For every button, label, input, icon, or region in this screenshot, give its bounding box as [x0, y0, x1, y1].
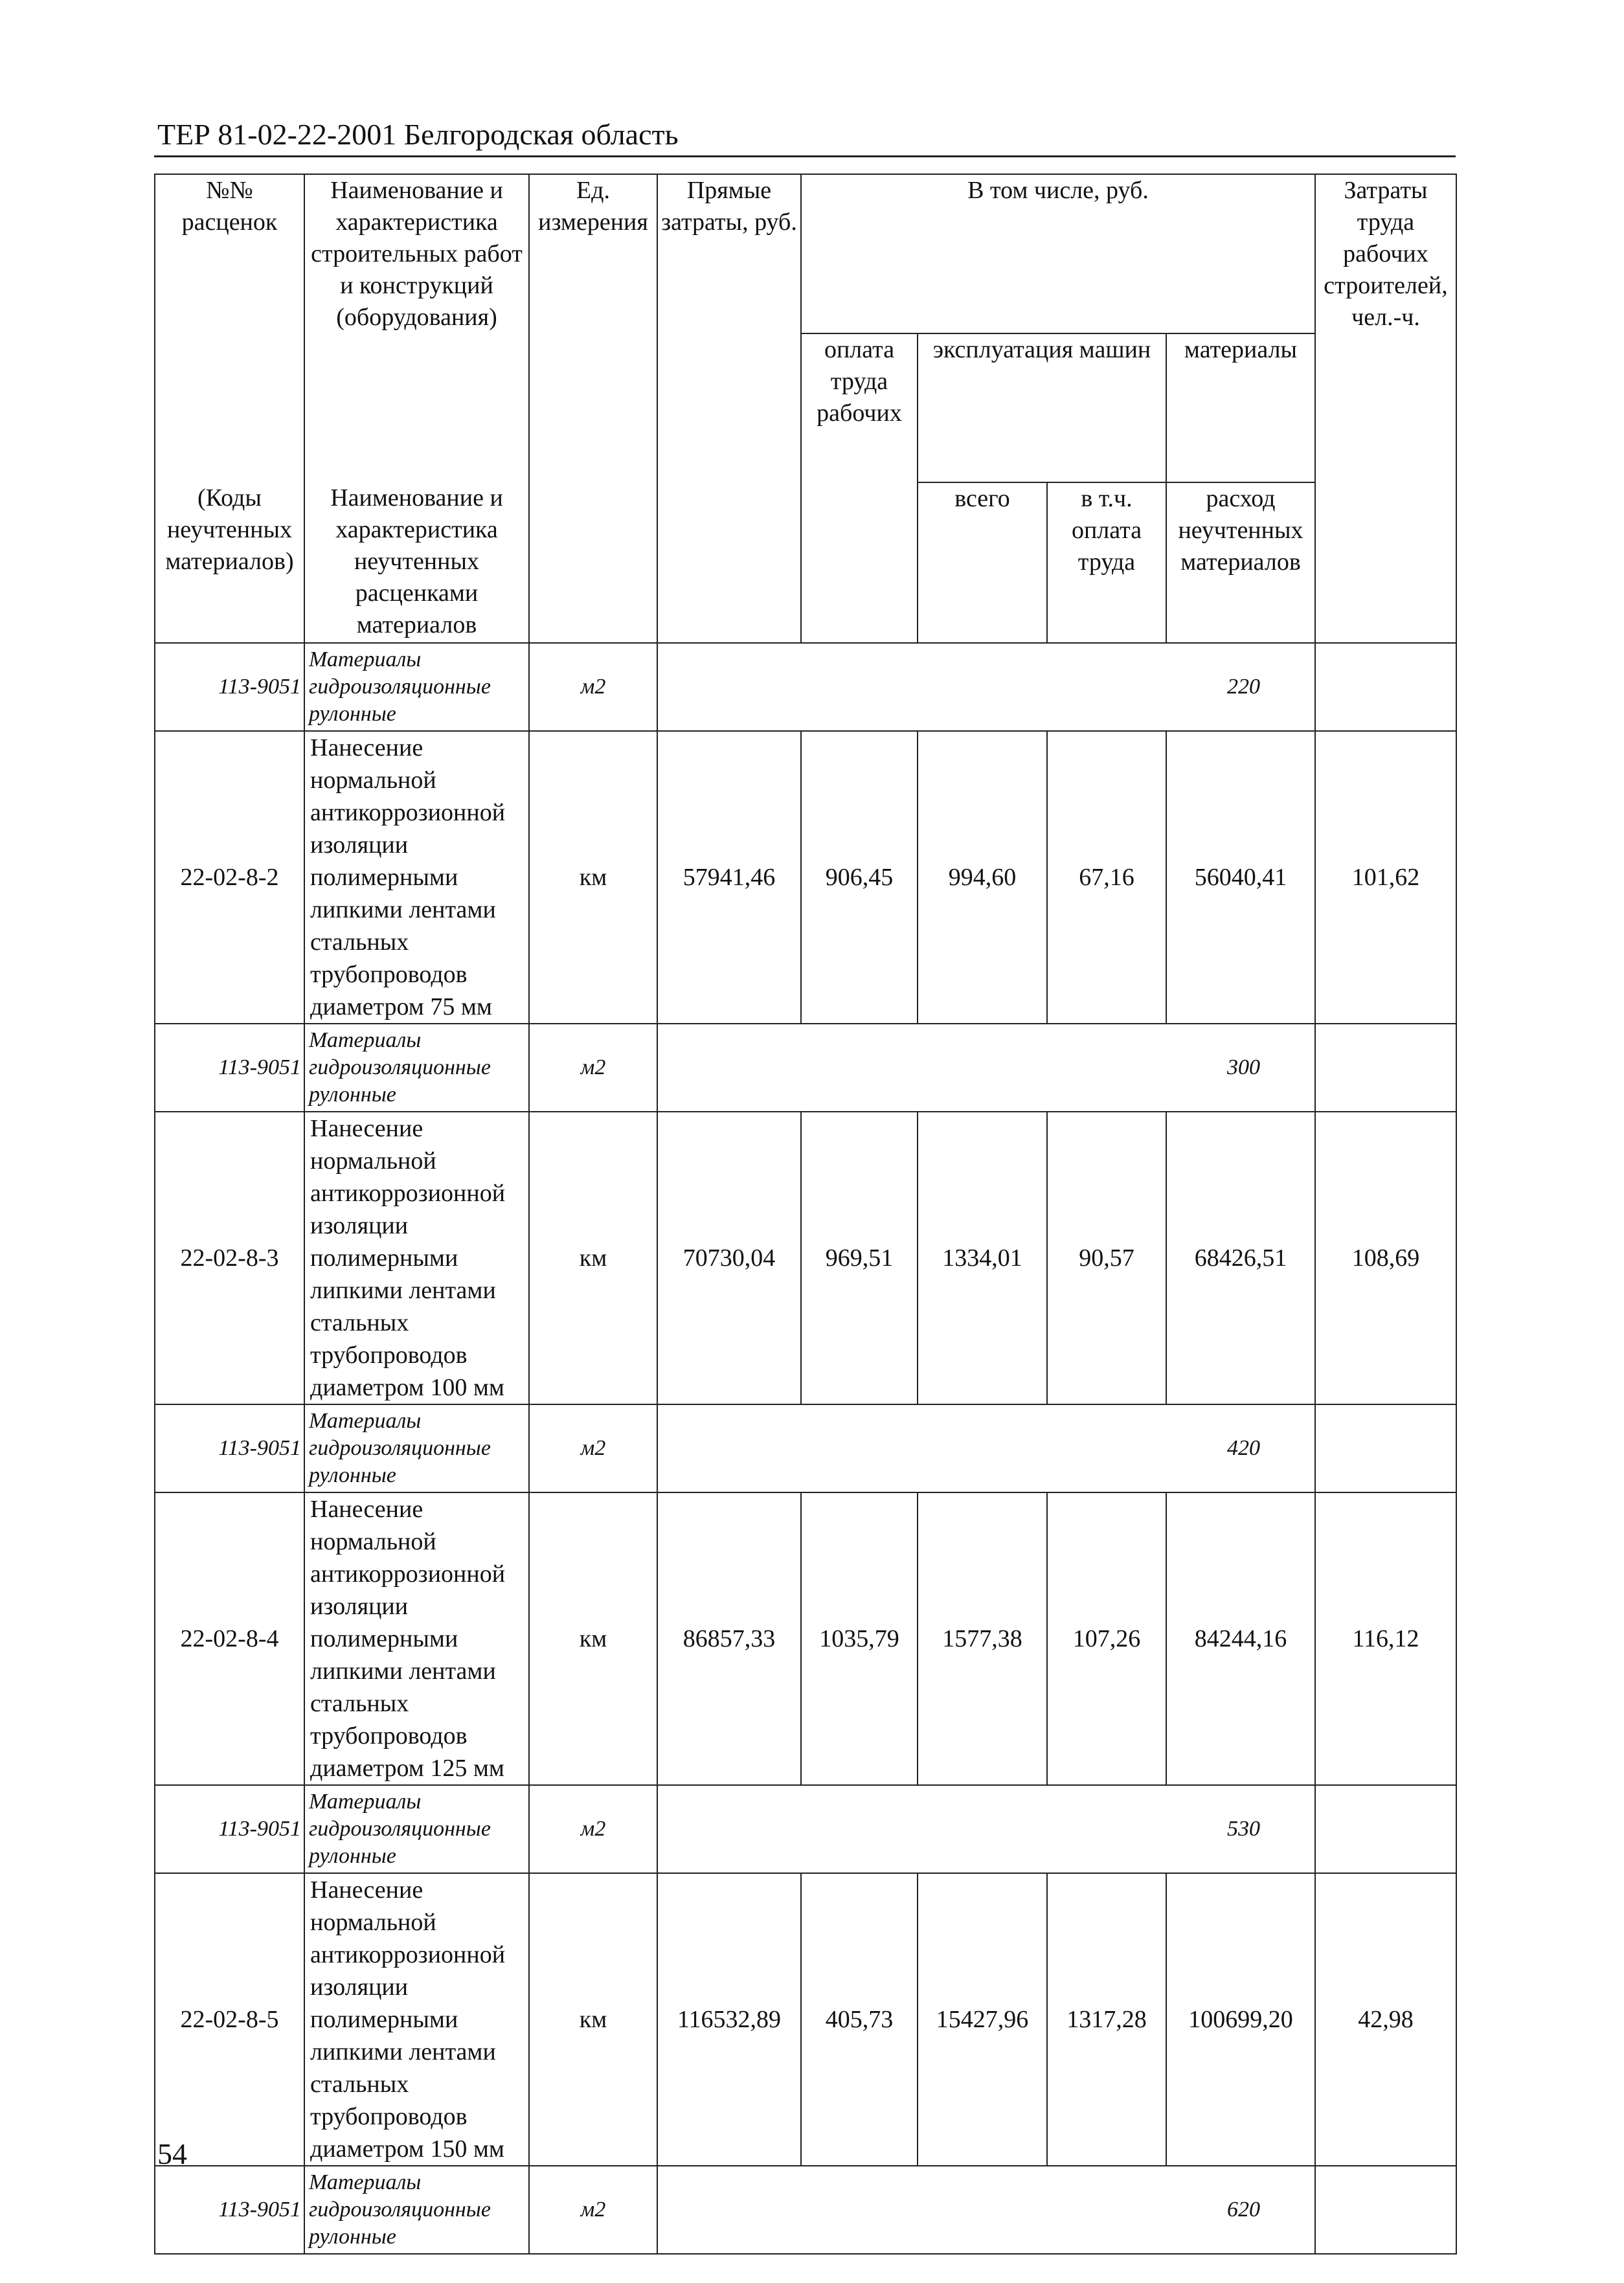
material-qty-cell: 300	[657, 1024, 1315, 1112]
rate-materials: 56040,41	[1166, 731, 1315, 1024]
header-code: №№ расценок	[155, 174, 304, 333]
material-name: Материалы гидроизоляционные рулонные	[304, 2166, 529, 2254]
material-name: Материалы гидроизоляционные рулонные	[304, 1404, 529, 1492]
rate-row	[155, 1873, 1456, 2166]
material-empty-cell	[1315, 1024, 1456, 1112]
rate-labor-hours: 42,98	[1315, 1873, 1456, 2166]
header-name: Наименование и характеристика строительных работ и конструкций (оборудования)	[304, 174, 529, 333]
material-row	[155, 643, 1456, 731]
rate-labor-pay: 906,45	[801, 731, 918, 1024]
material-unit: м2	[529, 1024, 657, 1112]
header-unit: Ед. измерения	[529, 174, 657, 643]
rate-description: Нанесение нормальной антикоррозионной изоляции полимерными липкими лентами стальных трубопроводов диаметром 75 мм	[304, 731, 529, 1024]
material-row	[155, 1404, 1456, 1492]
rate-unit: км	[529, 1112, 657, 1404]
material-qty-cell: 620	[657, 2166, 1315, 2254]
material-row	[155, 1785, 1456, 1873]
rate-labor-pay: 969,51	[801, 1112, 918, 1404]
rate-labor-pay: 1035,79	[801, 1492, 918, 1785]
material-name: Материалы гидроизоляционные рулонные	[304, 1024, 529, 1112]
header-row-2	[155, 333, 1456, 482]
rate-unit: км	[529, 731, 657, 1024]
header-row-1	[155, 174, 1456, 333]
material-code: 113-9051	[155, 2166, 304, 2254]
rate-row	[155, 731, 1456, 1024]
subheader-name: Наименование и характеристика неучтенных расценками материалов	[304, 482, 529, 643]
rate-description: Нанесение нормальной антикоррозионной изоляции полимерными липкими лентами стальных трубопроводов диаметром 125 мм	[304, 1492, 529, 1785]
material-name: Материалы гидроизоляционные рулонные	[304, 643, 529, 731]
header-rule	[154, 155, 1456, 157]
subheader-incl-pay: в т.ч. оплата труда	[1047, 482, 1166, 643]
rate-direct-costs: 57941,46	[657, 731, 801, 1024]
rate-machines-labor-pay: 1317,28	[1047, 1873, 1166, 2166]
material-unit: м2	[529, 643, 657, 731]
material-row	[155, 1024, 1456, 1112]
rate-unit: км	[529, 1492, 657, 1785]
material-empty-cell	[1315, 1785, 1456, 1873]
rates-table	[154, 174, 1457, 2255]
rate-row	[155, 1112, 1456, 1404]
material-unit: м2	[529, 1404, 657, 1492]
rate-code: 22-02-8-5	[155, 1873, 304, 2166]
page-number: 54	[157, 2137, 187, 2170]
rate-direct-costs: 86857,33	[657, 1492, 801, 1785]
rate-labor-hours: 101,62	[1315, 731, 1456, 1024]
rate-machines-labor-pay: 90,57	[1047, 1112, 1166, 1404]
material-code: 113-9051	[155, 1024, 304, 1112]
material-unit: м2	[529, 2166, 657, 2254]
rate-machines-labor-pay: 107,26	[1047, 1492, 1166, 1785]
rate-direct-costs: 116532,89	[657, 1873, 801, 2166]
rate-code: 22-02-8-2	[155, 731, 304, 1024]
rate-machines-total: 15427,96	[918, 1873, 1047, 2166]
rate-description: Нанесение нормальной антикоррозионной изоляции полимерными липкими лентами стальных трубопроводов диаметром 150 мм	[304, 1873, 529, 2166]
material-empty-cell	[1315, 1404, 1456, 1492]
material-unit: м2	[529, 1785, 657, 1873]
header-materials: материалы	[1166, 333, 1315, 482]
material-qty-cell: 220	[657, 643, 1315, 731]
header-machines: эксплуатация машин	[918, 333, 1166, 482]
header-labor-costs: Затраты труда рабочих строителей, чел.-ч.	[1315, 174, 1456, 643]
rate-unit: км	[529, 1873, 657, 2166]
material-empty-cell	[1315, 2166, 1456, 2254]
header-including: В том числе, руб.	[801, 174, 1315, 333]
rate-machines-labor-pay: 67,16	[1047, 731, 1166, 1024]
material-code: 113-9051	[155, 1404, 304, 1492]
rate-labor-hours: 116,12	[1315, 1492, 1456, 1785]
rate-materials: 68426,51	[1166, 1112, 1315, 1404]
material-qty-cell: 420	[657, 1404, 1315, 1492]
rate-machines-total: 1577,38	[918, 1492, 1047, 1785]
material-qty-cell: 530	[657, 1785, 1315, 1873]
header-direct-costs: Прямые затраты, руб.	[657, 174, 801, 643]
material-name: Материалы гидроизоляционные рулонные	[304, 1785, 529, 1873]
material-code: 113-9051	[155, 643, 304, 731]
rate-direct-costs: 70730,04	[657, 1112, 801, 1404]
rate-row	[155, 1492, 1456, 1785]
material-empty-cell	[1315, 643, 1456, 731]
material-row	[155, 2166, 1456, 2254]
rate-machines-total: 1334,01	[918, 1112, 1047, 1404]
rate-code: 22-02-8-4	[155, 1492, 304, 1785]
subheader-code: (Коды неучтенных материалов)	[155, 482, 304, 643]
subheader-material-use: расход неучтенных материалов	[1166, 482, 1315, 643]
rate-code: 22-02-8-3	[155, 1112, 304, 1404]
rate-materials: 100699,20	[1166, 1873, 1315, 2166]
subheader-total: всего	[918, 482, 1047, 643]
material-code: 113-9051	[155, 1785, 304, 1873]
rate-labor-pay: 405,73	[801, 1873, 918, 2166]
rate-labor-hours: 108,69	[1315, 1112, 1456, 1404]
rate-description: Нанесение нормальной антикоррозионной изоляции полимерными липкими лентами стальных трубопроводов диаметром 100 мм	[304, 1112, 529, 1404]
header-labor-pay: оплата труда рабочих	[801, 333, 918, 643]
rate-materials: 84244,16	[1166, 1492, 1315, 1785]
page-header-title: ТЕР 81-02-22-2001 Белгородская область	[157, 118, 679, 151]
rate-machines-total: 994,60	[918, 731, 1047, 1024]
